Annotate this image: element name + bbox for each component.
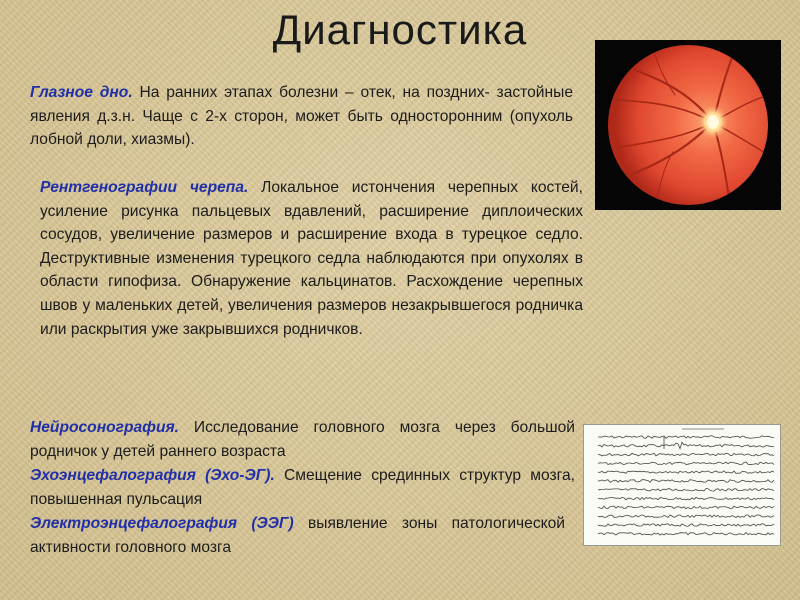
xray-text: Локальное истончения черепных костей, усиление рисунка пальцевых вдавлений, расширение диплоических сосудов, увеличение размеров и расширение входа в турецкое седло. Деструктивные изменения турецкого седла наблюдаются при опухолях в области гипофиза. Обнаружение кальцинатов. Расхождение черепных швов у маленьких детей, увеличения размеров незакрывшегося родничка или раскрытия уже закрывшихся родничков. [40,179,583,338]
section-echo [30,464,575,511]
eeg-channel-line [598,462,774,465]
fundus-keyword: Глазное дно. [30,84,133,101]
eeg-channel-line [598,515,774,518]
eeg-channel-line [598,471,774,474]
neurosono-text: Исследование головного мозга через большой родничок у детей раннего возраста [30,419,575,460]
section-xray [30,176,583,341]
eeg-trace [583,424,781,546]
section-fundus [30,81,573,152]
eeg-channel-line [598,489,774,492]
section-neurosono [30,416,575,463]
eeg-channel-line [598,524,774,527]
xray-keyword: Рентгенографии черепа. [40,179,249,196]
echo-keyword: Эхоэнцефалография (Эхо-ЭГ). [30,467,275,484]
eeg-channel-line [598,506,774,509]
eeg-channel-line [598,442,774,449]
fundus-photo [595,40,781,210]
echo-text: Смещение срединных структур мозга, повышенная пульсация [30,467,575,508]
eeg-channel-line [598,497,774,500]
eeg-channel-line [598,480,774,483]
neurosono-keyword: Нейросонография. [30,419,180,436]
eeg-channel-line [598,453,774,456]
fundus-text: На ранних этапах болезни – отек, на поздних- застойные явления д.з.н. Чаще с 2-х сторон, может быть односторонним (опухоль лобной доли, хиазмы). [30,84,574,149]
eeg-keyword: Электроэнцефалография (ЭЭГ) [30,515,294,532]
eeg-channel-line [598,436,774,439]
section-eeg [30,512,565,559]
eeg-text: выявление зоны патологической активности головного мозга [30,515,565,556]
eeg-channel-line [598,533,774,536]
slide-title: Диагностика [272,6,528,53]
